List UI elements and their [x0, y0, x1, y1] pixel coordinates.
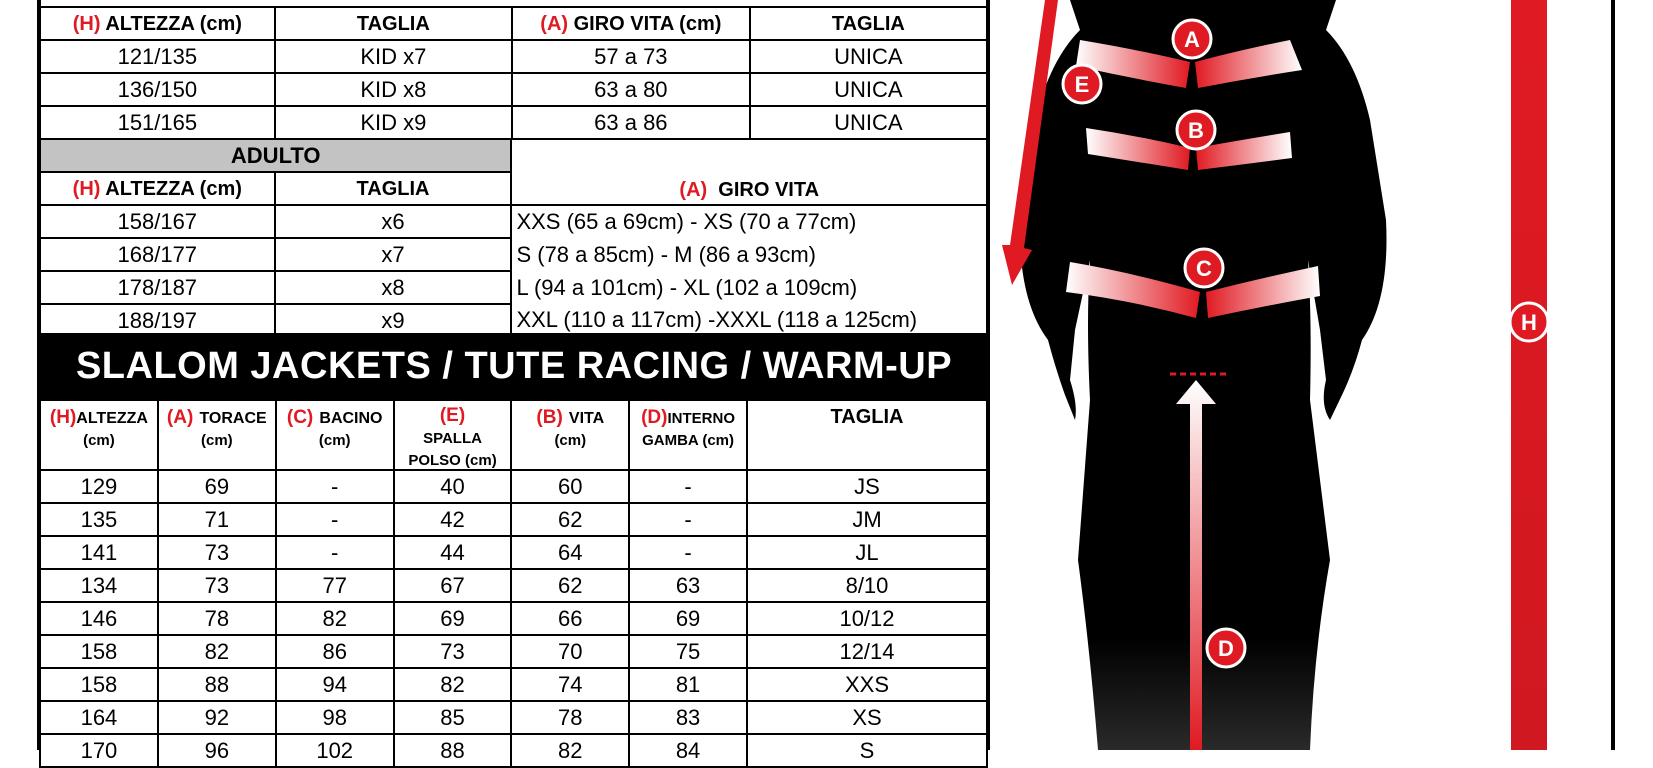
adult-height-cell: 178/187 [40, 271, 275, 304]
jacket-cell: 40 [394, 470, 512, 503]
svg-text:H: H [1521, 310, 1537, 335]
jacket-shoulder-header: (E) SPALLA POLSO (cm) [394, 400, 512, 470]
jacket-size-table [39, 399, 988, 768]
kid-waist-cell: 63 a 80 [512, 73, 750, 106]
adult-size-cell: x8 [275, 271, 512, 304]
kid-waist-cell: 63 a 86 [512, 106, 750, 139]
jacket-cell: 63 [629, 569, 747, 602]
jacket-cell: 92 [158, 701, 276, 734]
svg-text:E: E [1074, 72, 1090, 97]
jacket-cell: 86 [276, 635, 394, 668]
jacket-cell: 44 [394, 536, 512, 569]
kid-height-cell: 136/150 [40, 73, 275, 106]
jacket-cell: 82 [394, 668, 512, 701]
kid-waist-cell: 57 a 73 [512, 40, 750, 73]
table-row [40, 734, 987, 767]
marker-h-icon [1510, 303, 1548, 341]
jacket-cell: - [276, 470, 394, 503]
adult-size-cell: x7 [275, 238, 512, 271]
kid-size2-cell: UNICA [750, 40, 987, 73]
marker-a-icon [1173, 20, 1211, 58]
jacket-cell: 141 [40, 536, 158, 569]
kid-size2-cell: UNICA [750, 106, 987, 139]
adult-section-label: ADULTO [40, 139, 511, 172]
jacket-size-header: TAGLIA [747, 400, 987, 470]
jacket-cell: 88 [158, 668, 276, 701]
jacket-cell: - [629, 536, 747, 569]
jacket-cell: 69 [394, 602, 512, 635]
jacket-cell: 67 [394, 569, 512, 602]
frame-border-right [1611, 0, 1615, 750]
adult-size-cell: x9 [275, 304, 512, 337]
svg-text:D: D [1218, 636, 1234, 661]
jacket-cell: 73 [394, 635, 512, 668]
jacket-height-header: (H)ALTEZZA (cm) [40, 400, 158, 470]
kid-table-header-row [40, 7, 987, 40]
jacket-cell: 96 [158, 734, 276, 767]
jacket-cell: 135 [40, 503, 158, 536]
jacket-cell: 78 [158, 602, 276, 635]
jacket-cell: 10/12 [747, 602, 987, 635]
jacket-cell: 164 [40, 701, 158, 734]
jacket-cell: 60 [511, 470, 629, 503]
height-bar [1511, 0, 1547, 750]
kid-size-header: TAGLIA [275, 7, 512, 40]
jacket-cell: 134 [40, 569, 158, 602]
marker-b-icon [1177, 111, 1215, 149]
jacket-chest-header: (A) TORACE (cm) [158, 400, 276, 470]
jacket-inseam-header: (D)INTERNO GAMBA (cm) [629, 400, 747, 470]
table-row [40, 73, 987, 106]
jacket-cell: 170 [40, 734, 158, 767]
jacket-cell: 102 [276, 734, 394, 767]
adult-waist-range: XXL (110 a 117cm) -XXXL (118 a 125cm) [511, 304, 987, 337]
jacket-cell: 62 [511, 569, 629, 602]
jacket-cell: 73 [158, 569, 276, 602]
jacket-cell: - [276, 536, 394, 569]
jacket-cell: 82 [511, 734, 629, 767]
jacket-waist-header: (B) VITA (cm) [511, 400, 629, 470]
kid-size-table [39, 6, 988, 140]
jacket-cell: 8/10 [747, 569, 987, 602]
table-row [40, 106, 987, 139]
jacket-cell: JL [747, 536, 987, 569]
jacket-cell: 75 [629, 635, 747, 668]
table-row [40, 503, 987, 536]
adult-height-cell: 168/177 [40, 238, 275, 271]
table-row [40, 205, 987, 238]
jacket-cell: XS [747, 701, 987, 734]
adult-height-header: (H) ALTEZZA (cm) [40, 172, 275, 205]
adult-size-cell: x6 [275, 205, 512, 238]
adult-size-header: TAGLIA [275, 172, 512, 205]
kid-size-cell: KID x8 [275, 73, 512, 106]
body-measurement-diagram [990, 0, 1611, 750]
table-row [40, 602, 987, 635]
table-row [40, 40, 987, 73]
kid-size-cell: KID x7 [275, 40, 512, 73]
marker-c-icon [1185, 249, 1223, 287]
adult-waist-range: XXS (65 a 69cm) - XS (70 a 77cm) [511, 205, 987, 238]
jacket-cell: - [629, 503, 747, 536]
jacket-cell: 84 [629, 734, 747, 767]
table-row [40, 569, 987, 602]
svg-text:A: A [1184, 27, 1200, 52]
jacket-cell: 71 [158, 503, 276, 536]
jacket-cell: 64 [511, 536, 629, 569]
table-row [40, 701, 987, 734]
jacket-cell: 146 [40, 602, 158, 635]
jacket-cell: 83 [629, 701, 747, 734]
jacket-cell: - [629, 470, 747, 503]
jacket-cell: 74 [511, 668, 629, 701]
table-row [40, 238, 987, 271]
table-row [40, 271, 987, 304]
jacket-cell: 12/14 [747, 635, 987, 668]
kid-waist-header: (A) GIRO VITA (cm) [512, 7, 750, 40]
jacket-cell: 158 [40, 635, 158, 668]
jacket-cell: 88 [394, 734, 512, 767]
table-row [40, 470, 987, 503]
jacket-cell: 94 [276, 668, 394, 701]
jacket-cell: 129 [40, 470, 158, 503]
svg-text:C: C [1196, 256, 1212, 281]
marker-d-icon [1207, 629, 1245, 667]
jacket-cell: 82 [158, 635, 276, 668]
adult-size-table [39, 138, 988, 338]
jacket-cell: - [276, 503, 394, 536]
adult-height-cell: 188/197 [40, 304, 275, 337]
marker-e-icon [1063, 65, 1101, 103]
jacket-cell: 85 [394, 701, 512, 734]
jacket-cell: 69 [158, 470, 276, 503]
jacket-cell: 98 [276, 701, 394, 734]
adult-section-row [40, 139, 987, 172]
jacket-hips-header: (C) BACINO (cm) [276, 400, 394, 470]
jacket-cell: 73 [158, 536, 276, 569]
kid-size2-cell: UNICA [750, 73, 987, 106]
kid-height-cell: 151/165 [40, 106, 275, 139]
jacket-cell: 78 [511, 701, 629, 734]
table-row [40, 668, 987, 701]
jacket-cell: JM [747, 503, 987, 536]
jacket-cell: XXS [747, 668, 987, 701]
table-row [40, 536, 987, 569]
adult-height-cell: 158/167 [40, 205, 275, 238]
jacket-cell: 81 [629, 668, 747, 701]
jacket-cell: 82 [276, 602, 394, 635]
jacket-cell: 77 [276, 569, 394, 602]
jacket-cell: 42 [394, 503, 512, 536]
adult-waist-header: (A) GIRO VITA [511, 139, 987, 205]
adult-waist-range: S (78 a 85cm) - M (86 a 93cm) [511, 238, 987, 271]
svg-text:B: B [1188, 118, 1204, 143]
jacket-cell: 158 [40, 668, 158, 701]
adult-waist-range: L (94 a 101cm) - XL (102 a 109cm) [511, 271, 987, 304]
jacket-table-header-row [40, 400, 987, 470]
jacket-cell: JS [747, 470, 987, 503]
jacket-cell: 66 [511, 602, 629, 635]
kid-height-header: (H) ALTEZZA (cm) [40, 7, 275, 40]
kid-height-cell: 121/135 [40, 40, 275, 73]
jacket-cell: S [747, 734, 987, 767]
kid-size-cell: KID x9 [275, 106, 512, 139]
jacket-cell: 70 [511, 635, 629, 668]
jacket-cell: 62 [511, 503, 629, 536]
table-row [40, 635, 987, 668]
kid-size2-header: TAGLIA [750, 7, 987, 40]
jacket-cell: 69 [629, 602, 747, 635]
section-banner: SLALOM JACKETS / TUTE RACING / WARM-UP [38, 333, 990, 399]
